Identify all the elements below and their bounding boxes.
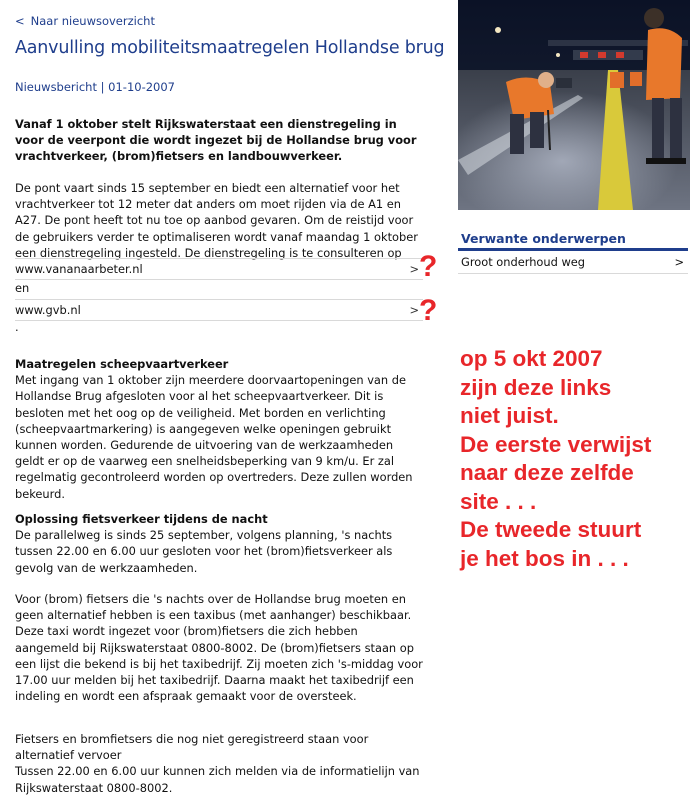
connector-text: en (15, 281, 30, 295)
annotation-line: site . . . (460, 488, 537, 514)
chevron-right-icon: > (674, 255, 684, 269)
annotation-line: niet juist. (460, 403, 559, 428)
page-title: Aanvulling mobiliteitsmaatregelen Hollandse brug (15, 38, 445, 58)
article-paragraph-3: Voor (brom) fietsers die 's nachts over de Hollandse brug moeten en geen alternatief hebben is een taxibus (met aanhanger) beschikbaar. Deze taxi wordt ingezet voor (brom)fietsers die zich hebben aangemeld bij Rijkswaterstaat 0800-8002. De (brom)fietsers staan op een lijst die bekend is bij het taxibedrijf. Zij moeten zich 's-middag voor 17.00 uur melden bij het taxibedrijf. Daarna maakt het taxibedrijf een indeling en wordt een afspraak gemaakt voor de oversteek. (15, 592, 423, 704)
handwritten-annotation (460, 345, 696, 573)
article-paragraph-4 (15, 731, 423, 796)
related-item-groot-onderhoud[interactable] (458, 252, 688, 274)
back-link-label: Naar nieuwsoverzicht (30, 14, 155, 28)
section-heading: Maatregelen scheepvaartverkeer (15, 357, 229, 371)
section-heading: Oplossing fietsverkeer tijdens de nacht (15, 512, 268, 526)
annotation-line: De eerste verwijst (460, 431, 652, 457)
link-label: www.vananaarbeter.nl (15, 262, 143, 276)
trailing-dot: . (15, 320, 19, 334)
chevron-left-icon: < (15, 14, 25, 28)
article-meta: Nieuwsbericht | 01-10-2007 (15, 80, 175, 94)
section-scheepvaart (15, 356, 423, 502)
related-item-label: Groot onderhoud weg (461, 255, 586, 269)
annotation-line: op 5 okt 2007 (460, 346, 603, 371)
paragraph-line: Fietsers en bromfietsers die nog niet geregistreerd staan voor alternatief vervoer (15, 732, 369, 763)
link-label: www.gvb.nl (15, 303, 81, 317)
link-gvb[interactable] (15, 299, 423, 321)
link-vananaarbeter[interactable] (15, 258, 423, 280)
annotation-line: naar deze zelfde (460, 460, 634, 485)
section-body: Met ingang van 1 oktober zijn meerdere doorvaartopeningen van de Hollandse Brug afgesloten voor al het scheepvaartverkeer. Dit is besloten met het oog op de veiligheid. Met borden en verlichting (scheepvaartmarkering) is aangegeven welke openingen gebruikt kunnen worden. Gedurende de uitvoering van de werkzaamheden geldt er op de vaarweg een snelheidsbeperking van 9 km/u. Er zal regelmatig gecontroleerd worden op overtreders. Deze zullen worden bekeurd. (15, 373, 413, 501)
related-topics-divider (458, 248, 688, 251)
chevron-right-icon: > (409, 303, 419, 317)
question-mark-annotation: ? (419, 250, 438, 283)
article-paragraph-1: De pont vaart sinds 15 september en biedt een alternatief voor het vrachtverkeer tot 12 meter dat anders om moet rijden via de A1 en A27. De pont heeft tot nu toe op aanbod gevaren. Om de reistijd voor de gebruikers verder te optimaliseren wordt vanaf maandag 1 oktober een dienstregeling ingesteld. De dienstregeling is te consulteren op (15, 181, 418, 260)
question-mark-annotation: ? (419, 294, 438, 327)
back-to-news-link[interactable] (15, 14, 155, 28)
related-topics-heading: Verwante onderwerpen (461, 231, 626, 246)
annotation-line: je het bos in . . . (460, 545, 629, 571)
paragraph-line: Tussen 22.00 en 6.00 uur kunnen zich melden via de informatielijn van Rijkswaterstaat 0800-8002. (15, 764, 420, 795)
section-fietsverkeer (15, 511, 423, 576)
section-body: De parallelweg is sinds 25 september, volgens planning, 's nachts tussen 22.00 en 6.00 uur gesloten voor het (brom)fietsverkeer als gevolg van de werkzaamheden. (15, 528, 393, 575)
road-workers-photo (458, 0, 690, 210)
chevron-right-icon: > (409, 262, 419, 276)
annotation-line: De tweede stuurt (460, 517, 642, 542)
annotation-line: zijn deze links (460, 374, 612, 400)
article-intro: Vanaf 1 oktober stelt Rijkswaterstaat een dienstregeling in voor de veerpont die wordt ingezet bij de Hollandse brug voor vrachtverkeer, (brom)fietsers en landbouwverkeer. (15, 117, 417, 164)
